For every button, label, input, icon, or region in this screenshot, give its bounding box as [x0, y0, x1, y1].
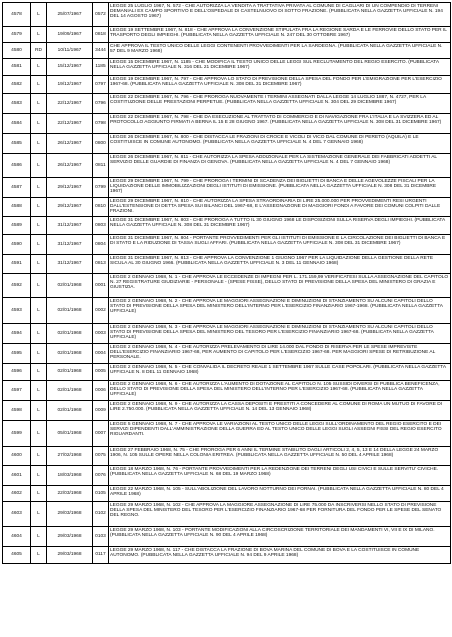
act-type-code: L: [31, 364, 47, 381]
act-type-code: L: [31, 235, 47, 255]
entry-number: 4582: [3, 76, 31, 94]
act-type-code: L: [31, 324, 47, 344]
act-date: 22/03/1968: [47, 486, 93, 502]
act-number: 0796: [93, 94, 109, 114]
act-description: LEGGE 2 GENNAIO 1968, N. 2 - CHE APPROVA LE MAGGIORI ASSEGNAZIONI E DIMINUZIONI DI STANZIAMENTO SU ALCUNI CAPITOLI DELLO STATO DI PREVISIONE DELLA SPESA DEL MINISTERO DELL'INTERNO PER L'ESERCIZIO FINANZIARIO 1967-1968. (PUBBLICATA NELLA GAZZETTA UFFICIALE): [109, 298, 451, 324]
table-row: [3, 344, 451, 364]
act-date: 29/12/1967: [47, 198, 93, 217]
act-type-code: L: [31, 154, 47, 178]
act-description: LEGGE 31 DICEMBRE 1967, N. 813 - CHE APPROVA LA CONVENZIONE 1 GIUGNO 1967 PER LA LIQUIDAZIONE DELLA GESTIONE DELLA RETE SICULA AL 30 GIUGNO 1966. (PUBBLICATA NELLA GAZZETTA UFFICIALE N. 3 DEL 11 GENNAIO 1968): [109, 255, 451, 274]
entry-number: 4602: [3, 486, 31, 502]
entry-number: 4585: [3, 134, 31, 154]
act-type-code: L: [31, 178, 47, 198]
act-description: LEGGE 31 DICEMBRE 1967, N. 804 - PORTANTE PROVVEDIMENTI PER GLI ISTITUTI DI EMISSIONE E LA CIRCOLAZIONE DEI BIGLIETTI DI BANCA E DI STATO E LA RIDUZIONE DI TASSA SUGLI AFFARI. (PUBBLICATA NELLA GAZZETTA UFFICIALE N. 308 DEL 31 DICEMBRE 1967): [109, 235, 451, 255]
act-type-code: L: [31, 27, 47, 43]
act-description: LEGGE 22 DICEMBRE 1967, N. 796 - CHE PROROGA NUOVAMENTE I TERMINI ASSEGNATI DALLA LEGGE 14 LUGLIO 1887, N. 4727, PER LA COSTITUZIONE DELLE PRESTAZIONI PERPETUE. (PUBBLICATA NELLA GAZZETTA UFFICIALE N. 304 DEL 29 DICEMBRE 1967): [109, 94, 451, 114]
act-description: LEGGE 19 SETTEMBRE 1967, N. 818 - CHE APPROVA LA CONVENZIONE STIPULATA FRA LA REGIONE SARDA E LE FERROVIE DELLO STATO PER IL TRASPORTO DEGLI IMPIEGHI. (PUBBLICATA NELLA GAZZETTA UFFICIALE N. 247 DEL 30 OTTOBRE 1967): [109, 27, 451, 43]
act-type-code: L: [31, 486, 47, 502]
entry-number: 4603: [3, 502, 31, 527]
entry-number: 4578: [3, 3, 31, 27]
entry-number: 4598: [3, 401, 31, 421]
entry-number: 4583: [3, 94, 31, 114]
act-type-code: L: [31, 421, 47, 447]
act-type-code: RD: [31, 43, 47, 59]
entry-number: 4591: [3, 255, 31, 274]
act-number: 0103: [93, 527, 109, 547]
act-description: LEGGE 29 DICEMBRE 1967, N. 799 - CHE PROROGA I TERMINI DI SCADENZA DEI BIGLIETTI DI BANCA E DELLE AGEVOLEZZE FISCALI PER LA LIQUIDAZIONE DELLE IMMOBILIZZAZIONI DEGLI ISTITUTI DI EMISSIONE. (PUBBLICATA NELLA GAZZETTA UFFICIALE N. 308 DEL 31 DICEMBRE 1967): [109, 178, 451, 198]
table-row: [3, 381, 451, 401]
table-row: [3, 59, 451, 76]
table-row: [3, 3, 451, 27]
act-date: 29/12/1967: [47, 178, 93, 198]
entry-number: 4580: [3, 43, 31, 59]
act-type-code: L: [31, 447, 47, 466]
act-number: 0102: [93, 502, 109, 527]
act-date: 18/03/1968: [47, 466, 93, 486]
table-row: [3, 298, 451, 324]
table-row: [3, 154, 451, 178]
table-row: [3, 421, 451, 447]
act-date: 22/12/1967: [47, 94, 93, 114]
act-number: 0007: [93, 421, 109, 447]
entry-number: 4589: [3, 217, 31, 235]
entry-number: 4586: [3, 154, 31, 178]
act-number: 0076: [93, 466, 109, 486]
table-row: [3, 178, 451, 198]
act-number: 0002: [93, 298, 109, 324]
act-date: 31/12/1967: [47, 235, 93, 255]
act-number: 0804: [93, 235, 109, 255]
act-description: LEGGE 22 MARZO 1968, N. 105 - SULL'ABOLIZIONE DEL LAVORO NOTTURNO DEI FORNAI. (PUBBLICATA NELLA GAZZETTA UFFICIALE N. 80 DEL 4 APRILE 1968): [109, 486, 451, 502]
act-date: 26/12/1967: [47, 154, 93, 178]
act-date: 19/12/1967: [47, 76, 93, 94]
table-row: [3, 527, 451, 547]
entry-number: 4595: [3, 344, 31, 364]
act-description: LEGGE 29 DICEMBRE 1967, N. 810 - CHE AUTORIZZA LA SPESA STRAORDINARIA DI LIRE 25.000.000 PER PROVVEDIMENTI RESI URGENTI DALL'ESTENSIONE DI DETTA SPESA SUI BILANCI DEL 1967-68, E L'ASSEGNAZIONE DI MAGGIORI FONDI A FAVORE DEI COMUNI COLPITI DALLE FRAZIONI.: [109, 198, 451, 217]
act-number: 0810: [93, 198, 109, 217]
act-date: 02/01/1968: [47, 344, 93, 364]
table-row: [3, 547, 451, 564]
act-type-code: L: [31, 466, 47, 486]
act-date: 27/02/1968: [47, 447, 93, 466]
table-row: [3, 134, 451, 154]
act-number: 0799: [93, 178, 109, 198]
act-number: 0004: [93, 344, 109, 364]
act-type-code: L: [31, 255, 47, 274]
table-row: [3, 324, 451, 344]
act-number: 0811: [93, 154, 109, 178]
entry-number: 4590: [3, 235, 31, 255]
act-description: LEGGE 2 GENNAIO 1968, N. 6 - CHE AUTORIZZA L'AUMENTO DI DOTAZIONE AL CAPITOLO N. 105 SUSSIDI DIVERSI DI PUBBLICA BENEFICENZA, DELLO STATO DI PREVISIONE DELLA SPESA DEL MINISTERO DELL'INTERNO PER L'ESERCIZIO 1967-68. (PUBBLICATA NELLA GAZZETTA UFFICIALE): [109, 381, 451, 401]
entry-number: 4597: [3, 381, 31, 401]
act-description: LEGGE 22 DICEMBRE 1967, N. 798 - CHE DA ESECUZIONE AL TRATTATO DI COMMERCIO E DI NAVIGAZIONE FRA L'ITALIA E LA SVIZZERA ED AL PROTOCOLLO AGGIUNTO FIRMATI A BERNA IL 15 E 28 GIUGNO 1967. (PUBBLICATA NELLA GAZZETTA UFFICIALE N. 308 DEL 31 DICEMBRE 1967): [109, 114, 451, 134]
act-date: 02/01/1968: [47, 298, 93, 324]
table-row: [3, 198, 451, 217]
act-description: LEGGE 31 DICEMBRE 1967, N. 803 - CHE PROROGA A TUTTO IL 30 GIUGNO 1968 LE DISPOSIZIONI SULLA RISERVA DEGLI IMPIEGHI. (PUBBLICATA NELLA GAZZETTA UFFICIALE N. 308 DEL 31 DICEMBRE 1967): [109, 217, 451, 235]
act-date: 19/09/1967: [47, 27, 93, 43]
act-number: 3444: [93, 43, 109, 59]
act-type-code: L: [31, 76, 47, 94]
act-date: 10/11/1967: [47, 43, 93, 59]
table-row: [3, 114, 451, 134]
act-description: LEGGE 2 GENNAIO 1968, N. 9 - CHE AUTORIZZA LA CASSA DEPOSITI E PRESTITI A CONCEDERE AL COMUNE DI ROMA UN MUTUO DI FAVORE DI LIRE 2.750.000. (PUBBLICATA NELLA GAZZETTA UFFICIALE N. 14 DEL 13 GENNAIO 1968): [109, 401, 451, 421]
act-description: LEGGE 15 DICEMBRE 1967, N. 1185 - CHE MODIFICA IL TESTO UNICO DELLE LEGGI SUL RECLUTAMENTO DEL REGIO ESERCITO. (PUBBLICATA NELLA GAZZETTA UFFICIALE N. 316 DEL 21 DICEMBRE 1967): [109, 59, 451, 76]
entry-number: 4600: [3, 447, 31, 466]
table-row: [3, 447, 451, 466]
act-description: LEGGE 2 GENNAIO 1968, N. 1 - CHE APPROVA LE ECCEDENZE DI IMPEGNI PER L. 171.159,99 VERIFICATESI SULLA ASSEGNAZIONE DEL CAPITOLO N. 27 REGISTRATURE GIUDIZIARIE - PERSONALE - (SPESE FISSE), DELLO STATO DI PREVISIONE DELLA SPESA DEL MINISTERO DI GRAZIA E GIUSTIZIA.: [109, 274, 451, 298]
act-type-code: L: [31, 502, 47, 527]
act-date: 31/12/1967: [47, 217, 93, 235]
act-number: 0001: [93, 274, 109, 298]
act-date: 15/12/1967: [47, 59, 93, 76]
act-description: LEGGE 25 LUGLIO 1967, N. 572 - CHE AUTORIZZA LA VENDITA A TRATTATIVA PRIVATA AL COMUNE DI CAGLIARI DI UN COMPENDIO DI TERRENI DEMANIALI EX CAMPO SPORTIVO E DELL'OSPEDALE DI CASTELNUOVO DI SOTTO FRAZIONE. (PUBBLICATA NELLA GAZZETTA UFFICIALE N. 194 DEL 14 AGOSTO 1967): [109, 3, 451, 27]
act-description: LEGGE 26 DICEMBRE 1967, N. 811 - CHE AUTORIZZA LA SPESA ADDIZIONALE PER LA SISTEMAZIONE GENERALE DEI FABBRICATI ADDETTI AL SERVIZIO DELLE GUARDIE DI FINANZA DI GENOVA. (PUBBLICATA NELLA GAZZETTA UFFICIALE N. 4 DEL 7 GENNAIO 1968): [109, 154, 451, 178]
act-type-code: L: [31, 217, 47, 235]
act-number: 0006: [93, 381, 109, 401]
act-number: 0572: [93, 3, 109, 27]
table-row: [3, 486, 451, 502]
act-type-code: L: [31, 198, 47, 217]
act-type-code: L: [31, 381, 47, 401]
act-date: 26/12/1967: [47, 134, 93, 154]
act-description: LEGGE 26 DICEMBRE 1967, N. 800 - CHE DISTACCA LE FRAZIONI DI CROCE E VICOLI DI VICO DAL COMUNE DI PERETO (AQUILA) E LE COSTITUISCE IN COMUNE AUTONOMO. (PUBBLICATA NELLA GAZZETTA UFFICIALE N. 4 DEL 7 GENNAIO 1968): [109, 134, 451, 154]
ledger-body: [3, 3, 451, 564]
table-row: [3, 94, 451, 114]
act-date: 29/03/1968: [47, 547, 93, 564]
act-date: 02/01/1968: [47, 364, 93, 381]
entry-number: 4593: [3, 298, 31, 324]
act-description: LEGGE 2 GENNAIO 1968, N. 3 - CHE APPROVA LE MAGGIORI ASSEGNAZIONI E DIMINUZIONI DI STANZIAMENTO SU ALCUNI CAPITOLI DELLO STATO DI PREVISIONE DELLA SPESA DEL MINISTERO DEL TESORO PER L'ESERCIZIO FINANZIARIO 1967-68. (PUBBLICATA NELLA GAZZETTA UFFICIALE): [109, 324, 451, 344]
table-row: [3, 502, 451, 527]
act-description: LEGGE 5 GENNAIO 1968, N. 7 - CHE APPROVA LE VARIAZIONI AL TESTO UNICO DELLE LEGGI SULL'ORDINAMENTO DEL REGIO ESERCITO E DEI SERVIZI DIPENDENTI DALL'AMMINISTRAZIONE DELLA GUERRA ED AL TESTO UNICO DELLE LEGGI SUGLI ASSEGNI FISSI DEL REGIO ESERCITO RIGUARDANTI.: [109, 421, 451, 447]
act-date: 05/01/1968: [47, 421, 93, 447]
act-date: 22/12/1967: [47, 114, 93, 134]
act-type-code: L: [31, 527, 47, 547]
act-number: 0003: [93, 324, 109, 344]
table-row: [3, 401, 451, 421]
act-type-code: L: [31, 94, 47, 114]
act-description: LEGGE 29 MARZO 1968, N. 103 - PORTANTE MODIFICAZIONI ALLA CIRCOSCRIZIONE TERRITORIALE DEI MANDAMENTI VI, VII E IX DI MILANO. (PUBBLICATA NELLA GAZZETTA UFFICIALE N. 90 DEL 4 APRILE 1968): [109, 527, 451, 547]
act-type-code: L: [31, 401, 47, 421]
act-type-code: L: [31, 114, 47, 134]
act-description: LEGGE 2 GENNAIO 1968, N. 5 - CHE CONVALIDA IL DECRETO REALE 1 SETTEMBRE 1967 SULLE CASE POPOLARI. (PUBBLICATA NELLA GAZZETTA UFFICIALE N. 8 DEL 11 GENNAIO 1968): [109, 364, 451, 381]
act-number: 0117: [93, 547, 109, 564]
act-type-code: L: [31, 3, 47, 27]
entry-number: 4579: [3, 27, 31, 43]
act-description: LEGGE 2 GENNAIO 1968, N. 4 - CHE AUTORIZZA PRELEVAMENTO DI LIRE 14.000 DAL FONDO DI RISERVA PER LE SPESE IMPREVISTE DELL'ESERCIZIO FINANZIARIO 1967-68, PER AUMENTO DI CAPITOLO PER L'ESERCIZIO 1967-68. PER MAGGIORI SPESE DI RETRIBUZIONE AL PERSONALE.: [109, 344, 451, 364]
act-number: 0813: [93, 255, 109, 274]
act-number: 0800: [93, 134, 109, 154]
entry-number: 4605: [3, 547, 31, 564]
entry-number: 4592: [3, 274, 31, 298]
act-description: LEGGE 29 MARZO 1968, N. 102 - CHE APPROVA LA MAGGIORE ASSEGNAZIONE DI LIRE 75.000 DA INSCRIVERSI NELLO STATO DI PREVISIONE DELLA SPESA DEL MINISTERO DEL TESORO PER L'ESERCIZIO FINANZIARIO 1967-68 PER FORNITURA DEL FONDO PER LE SPESE DEL SENATO DEL REGNO.: [109, 502, 451, 527]
act-date: 02/01/1968: [47, 324, 93, 344]
table-row: [3, 274, 451, 298]
table-row: [3, 76, 451, 94]
entry-number: 4587: [3, 178, 31, 198]
act-number: 0075: [93, 447, 109, 466]
act-type-code: L: [31, 59, 47, 76]
act-type-code: L: [31, 134, 47, 154]
table-row: [3, 255, 451, 274]
entry-number: 4594: [3, 324, 31, 344]
act-number: 0009: [93, 401, 109, 421]
act-date: 29/03/1968: [47, 502, 93, 527]
act-type-code: L: [31, 344, 47, 364]
act-date: 31/12/1967: [47, 255, 93, 274]
ledger-table: [2, 2, 451, 564]
entry-number: 4584: [3, 114, 31, 134]
act-description: LEGGE 29 MARZO 1968, N. 117 - CHE DISTACCA LA FRAZIONE DI BOVA MARINA DEL COMUNE DI BOVA E LA COSTITUISCE IN COMUNE AUTONOMO. (PUBBLICATA NELLA GAZZETTA UFFICIALE N. 94 DEL 9 APRILE 1968): [109, 547, 451, 564]
act-number: 0798: [93, 114, 109, 134]
act-number: 0818: [93, 27, 109, 43]
act-type-code: L: [31, 298, 47, 324]
entry-number: 4581: [3, 59, 31, 76]
table-row: [3, 466, 451, 486]
act-number: 0005: [93, 364, 109, 381]
entry-number: 4604: [3, 527, 31, 547]
act-type-code: L: [31, 547, 47, 564]
act-number: 0797: [93, 76, 109, 94]
entry-number: 4599: [3, 421, 31, 447]
table-row: [3, 364, 451, 381]
act-number: 0803: [93, 217, 109, 235]
act-date: 29/03/1968: [47, 527, 93, 547]
act-number: 1185: [93, 59, 109, 76]
table-row: [3, 27, 451, 43]
act-description: LEGGE 19 DICEMBRE 1967, N. 797 - CHE APPROVA LO STATO DI PREVISIONE DELLA SPESA DEL FONDO PER L'EMIGRAZIONE PER L'ESERCIZIO 1967-68. (PUBBLICATA NELLA GAZZETTA UFFICIALE N. 308 DEL 31 DICEMBRE 1967): [109, 76, 451, 94]
entry-number: 4588: [3, 198, 31, 217]
act-type-code: L: [31, 274, 47, 298]
act-date: 02/01/1968: [47, 401, 93, 421]
act-date: 25/07/1967: [47, 3, 93, 27]
act-description: LEGGE 27 FEBBRAIO 1968, N. 75 - CHE PROROGA PER 6 ANNI IL TERMINE STABILITO DAGLI ARTICOLI 2, 4, 5, 13 E 14 DELLA LEGGE 24 MARZO 1906, N. 105 SULLE OPERE NELLA COLONIA ERITREA. (PUBBLICATA NELLA GAZZETTA UFFICIALE N. 50 DEL 4 APRILE 1968): [109, 447, 451, 466]
table-row: [3, 235, 451, 255]
act-date: 02/01/1968: [47, 381, 93, 401]
act-date: 02/01/1968: [47, 274, 93, 298]
entry-number: 4596: [3, 364, 31, 381]
act-description: CHE APPROVA IL TESTO UNICO DELLE LEGGI CONTENENTI PROVVEDIMENTI PER LA SARDEGNA. (PUBBLICATA NELLA GAZZETTA UFFICIALE N. 57 DEL 9 MARZO 1968): [109, 43, 451, 59]
table-row: [3, 43, 451, 59]
act-number: 0105: [93, 486, 109, 502]
act-description: LEGGE 18 MARZO 1968, N. 76 - PORTANTE PROVVEDIMENTI PER LA REDENZIONE DEI TERRENI DEGLI USI CIVICI E SULLE SERVITU' CIVICHE. (PUBBLICATA NELLA GAZZETTA UFFICIALE N. 68 DEL 19 MARZO 1968): [109, 466, 451, 486]
table-row: [3, 217, 451, 235]
entry-number: 4601: [3, 466, 31, 486]
